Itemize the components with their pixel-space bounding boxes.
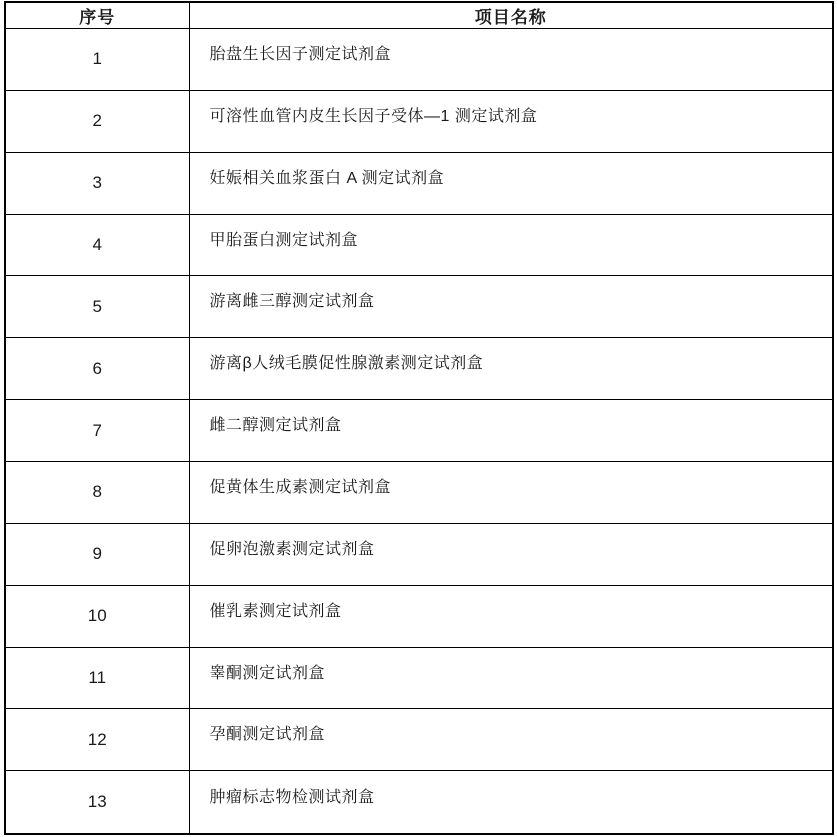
row-index: 1: [5, 29, 189, 91]
row-project-name: [189, 214, 833, 276]
project-name-text: 胎盘生长因子测定试剂盒: [209, 45, 392, 63]
row-index: 9: [5, 523, 189, 585]
row-project-name: [189, 523, 833, 585]
table-row: [5, 771, 833, 834]
project-name-text: 孕酮测定试剂盒: [209, 726, 326, 744]
row-project-name: [189, 647, 833, 709]
row-index: 2: [5, 90, 189, 152]
row-index: 3: [5, 152, 189, 214]
table-row: [5, 585, 833, 647]
row-index: 7: [5, 400, 189, 462]
row-project-name: [189, 771, 833, 834]
project-name-text: 可溶性血管内皮生长因子受体—1 测定试剂盒: [209, 107, 538, 125]
table-row: [5, 462, 833, 524]
row-project-name: [189, 338, 833, 400]
table-row: [5, 90, 833, 152]
table-row: [5, 152, 833, 214]
project-name-text: 游离雌三醇测定试剂盒: [209, 293, 375, 311]
project-name-text: 催乳素测定试剂盒: [209, 602, 342, 620]
header-row: [5, 2, 833, 29]
header-cell-index: 序号: [5, 2, 189, 29]
row-project-name: [189, 276, 833, 338]
row-index: 6: [5, 338, 189, 400]
table-row: [5, 647, 833, 709]
project-name-text: 游离β人绒毛膜促性腺激素测定试剂盒: [209, 355, 484, 373]
row-project-name: [189, 400, 833, 462]
table-row: [5, 29, 833, 91]
project-table: [4, 1, 834, 835]
table-row: [5, 338, 833, 400]
project-name-text: 雌二醇测定试剂盒: [209, 417, 342, 435]
header-cell-name: 项目名称: [189, 2, 833, 29]
table-row: [5, 709, 833, 771]
project-name-text: 睾酮测定试剂盒: [209, 664, 326, 682]
row-index: 12: [5, 709, 189, 771]
table-row: [5, 214, 833, 276]
row-project-name: [189, 90, 833, 152]
row-index: 4: [5, 214, 189, 276]
row-index: 5: [5, 276, 189, 338]
row-project-name: [189, 29, 833, 91]
table-row: [5, 523, 833, 585]
row-index: 13: [5, 771, 189, 834]
row-index: 10: [5, 585, 189, 647]
row-project-name: [189, 709, 833, 771]
table-header: [5, 2, 833, 29]
row-index: 8: [5, 462, 189, 524]
table-row: [5, 276, 833, 338]
row-project-name: [189, 152, 833, 214]
project-name-text: 促卵泡激素测定试剂盒: [209, 540, 375, 558]
row-project-name: [189, 462, 833, 524]
project-name-text: 甲胎蛋白测定试剂盒: [209, 231, 359, 249]
row-project-name: [189, 585, 833, 647]
table-body: [5, 29, 833, 835]
project-name-text: 促黄体生成素测定试剂盒: [209, 478, 392, 496]
table-row: [5, 400, 833, 462]
project-name-text: 肿瘤标志物检测试剂盒: [209, 788, 375, 806]
row-index: 11: [5, 647, 189, 709]
project-name-text: 妊娠相关血浆蛋白 A 测定试剂盒: [209, 169, 445, 187]
